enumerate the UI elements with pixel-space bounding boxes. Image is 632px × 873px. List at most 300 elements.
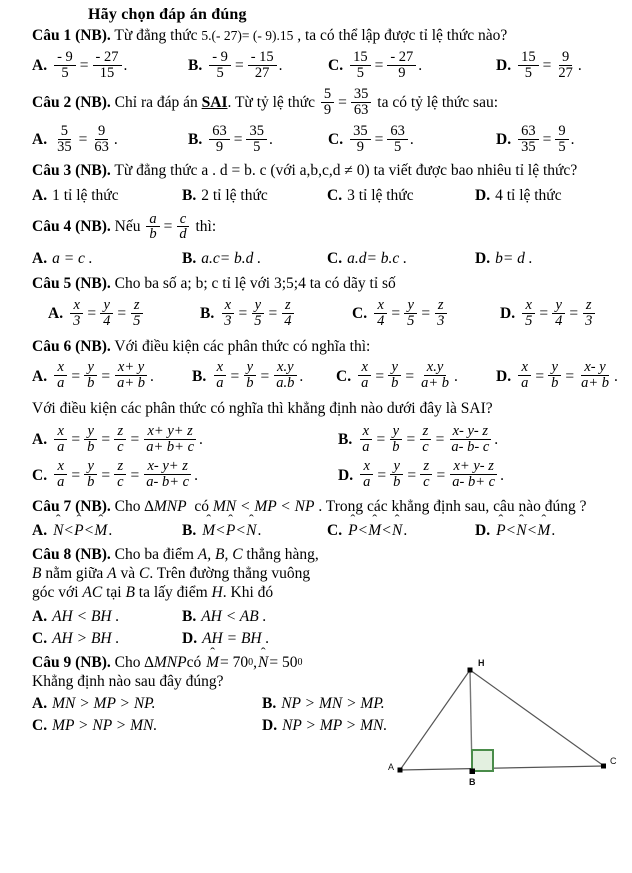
period: .: [614, 367, 618, 385]
question-8-line-1: [32, 546, 402, 565]
less-than: <: [84, 521, 94, 539]
equals-sign: =: [375, 367, 385, 385]
equals-sign: =: [238, 305, 248, 323]
question-6-label: Câu 6 (NB).: [32, 337, 111, 355]
equals-sign: =: [374, 57, 384, 75]
option-letter: B.: [192, 367, 207, 385]
angle-1: ˆ P: [347, 522, 358, 540]
question-8-options-row1: [32, 608, 632, 626]
option-text: AH = BH .: [202, 629, 270, 647]
question-1-options: [32, 48, 632, 82]
option-text: 1 tỉ lệ thức: [52, 186, 119, 204]
option-text: NP > MN > MP.: [281, 695, 385, 713]
equals-sign: =: [130, 431, 140, 449]
option-b[interactable]: [192, 361, 336, 392]
option-letter: A.: [32, 57, 48, 75]
equals-sign: =: [71, 431, 81, 449]
point-c-dot: [601, 764, 606, 769]
option-c[interactable]: [327, 522, 475, 540]
option-text: a.c= b.d .: [201, 250, 262, 268]
fraction-3: $\frac{z}{c}$: [114, 424, 126, 455]
q9-text-line2: Khẳng định nào sau đây đúng?: [32, 672, 224, 690]
option-a[interactable]: [48, 296, 200, 330]
angle-3: ˆ M: [93, 522, 108, 540]
option-letter: B.: [182, 607, 197, 625]
question-4-text-after: thì:: [195, 218, 217, 236]
q8-point-a: A: [107, 564, 117, 582]
option-letter: B.: [262, 695, 277, 713]
option-a[interactable]: [32, 422, 338, 456]
option-b[interactable]: [182, 608, 267, 626]
option-a[interactable]: [32, 187, 182, 205]
option-d[interactable]: [496, 361, 618, 392]
question-2-label: Câu 2 (NB).: [32, 94, 111, 112]
fraction-2: $\frac{y}{b}$: [390, 459, 403, 490]
fraction-2: $\frac{y}{4}$: [100, 298, 113, 329]
option-b[interactable]: [200, 296, 352, 330]
option-b[interactable]: [262, 695, 385, 713]
fraction-left: $\frac{35}{9}$: [350, 124, 371, 155]
less-than: <: [358, 521, 368, 539]
fraction-3: $\frac{x- y}{a+ b}$: [581, 359, 609, 392]
option-c[interactable]: [32, 460, 338, 491]
point-h-dot: [468, 668, 473, 673]
fraction-right: $\frac{35}{63}$: [351, 87, 372, 118]
equals-sign: =: [377, 466, 387, 484]
period: .: [454, 367, 458, 385]
option-c[interactable]: [327, 187, 475, 205]
option-letter: B.: [182, 250, 197, 268]
fraction-1: $\frac{x}{3}$: [221, 298, 234, 329]
triangle-notation: ∆MNP: [144, 498, 187, 516]
equals-sign: =: [101, 466, 111, 484]
fraction-2: $\frac{y}{5}$: [251, 298, 264, 329]
fraction-2: $\frac{y}{5}$: [404, 298, 417, 329]
q8-text: . Khi đó: [222, 583, 274, 601]
fraction-1: $\frac{x}{a}$: [213, 360, 226, 391]
question-2-text-1: Chỉ ra đáp án: [114, 94, 198, 112]
q8-point-c: C: [138, 564, 150, 582]
fraction-1: $\frac{x}{5}$: [522, 298, 535, 329]
option-letter: D.: [496, 367, 512, 385]
equals-sign: =: [391, 305, 401, 323]
equals-sign: =: [542, 131, 552, 149]
equals-sign: =: [130, 466, 140, 484]
option-b[interactable]: [182, 250, 327, 268]
option-a[interactable]: [32, 522, 182, 540]
fraction-2: $\frac{y}{b}$: [243, 360, 256, 391]
equals-sign: =: [542, 57, 552, 75]
option-text: AH < BH .: [52, 607, 120, 625]
fraction-2: $\frac{y}{b}$: [84, 360, 97, 391]
question-7-label: Câu 7 (NB).: [32, 498, 111, 516]
q8-text: tại: [106, 583, 122, 601]
less-than: <: [527, 521, 537, 539]
option-d[interactable]: [338, 460, 504, 491]
fraction-1: $\frac{x}{a}$: [360, 459, 373, 490]
question-5-text: Cho ba số a; b; c tỉ lệ với 3;5;4 ta có dãy tỉ số: [114, 275, 396, 293]
line-ha: [400, 670, 470, 770]
question-4-stem: [32, 210, 632, 244]
angle-2: ˆ N: [515, 522, 527, 540]
equals-sign: =: [539, 305, 549, 323]
question-7-options: [32, 522, 632, 540]
fraction-3: $\frac{z}{c}$: [419, 424, 431, 455]
degree-symbol: 0: [297, 657, 303, 669]
q8-point-b: B: [125, 583, 135, 601]
equals-sign: =: [406, 431, 416, 449]
question-6b-options-row2: [32, 460, 632, 491]
exam-page: [0, 6, 632, 873]
option-d[interactable]: [496, 48, 582, 82]
angle-1: ˆ N: [52, 522, 64, 540]
comma: ,: [253, 653, 258, 671]
fraction-1: $\frac{x}{a}$: [54, 424, 67, 455]
option-c[interactable]: [327, 250, 475, 268]
option-letter: C.: [327, 186, 343, 204]
option-text: AH < AB .: [201, 607, 267, 625]
option-letter: C.: [32, 466, 48, 484]
option-text: MP > NP > MN.: [52, 717, 158, 735]
equals-sign: =: [101, 431, 111, 449]
option-letter: B.: [182, 186, 197, 204]
point-b-dot: [470, 769, 476, 775]
fraction-3: $\frac{x.y}{a.b}$: [273, 360, 297, 391]
q8-text: . Trên đường thẳng vuông: [149, 564, 311, 582]
period: .: [278, 57, 283, 75]
option-d[interactable]: [475, 522, 555, 540]
question-6b-text: Với điều kiện các phân thức có nghĩa thì khẳng định nào dưới đây là SAI?: [32, 400, 493, 417]
option-text: 3 tỉ lệ thức: [347, 186, 414, 204]
option-letter: D.: [496, 57, 512, 75]
option-letter: C.: [328, 131, 344, 149]
question-6b-stem: [32, 400, 632, 419]
option-text: NP > MP > MN.: [282, 717, 388, 735]
fraction-3: $\frac{z}{c}$: [420, 459, 432, 490]
option-a[interactable]: [32, 48, 188, 82]
angle-n-value: = 50: [269, 653, 298, 671]
triangle-notation: ∆MNP: [144, 653, 187, 671]
equals-sign: =: [535, 367, 545, 385]
equals-sign: =: [79, 57, 89, 75]
question-1-text-before: Từ đẳng thức: [114, 27, 198, 44]
equals-sign: =: [78, 131, 88, 149]
option-text: 2 tỉ lệ thức: [201, 186, 268, 204]
period: .: [299, 367, 304, 385]
question-8-line-2: [32, 565, 402, 584]
fraction-left: $\frac{63}{9}$: [209, 124, 230, 155]
period: .: [409, 131, 414, 149]
fraction-3: $\frac{x.y}{a+ b}$: [421, 359, 449, 392]
q9-text-before: Cho: [114, 653, 141, 671]
option-letter: C.: [327, 521, 343, 539]
equals-sign: =: [71, 466, 81, 484]
option-letter: B.: [200, 305, 215, 323]
angle-1: ˆ P: [495, 522, 506, 540]
question-1-label: Câu 1 (NB).: [32, 27, 111, 44]
fraction-3: $\frac{z}{3}$: [582, 298, 595, 329]
equals-sign: =: [163, 218, 173, 236]
equals-sign: =: [230, 367, 240, 385]
question-2-emphasis: SAI: [201, 94, 228, 112]
question-8-stem: [32, 546, 410, 603]
fraction-2: $\frac{y}{b}$: [388, 360, 401, 391]
fraction-3: $\frac{z}{3}$: [434, 298, 447, 329]
fraction-left: $\frac{- 9}{5}$: [54, 50, 76, 81]
fraction-2: $\frac{y}{b}$: [389, 424, 402, 455]
equals-sign: =: [234, 57, 244, 75]
question-5-stem: [32, 275, 632, 294]
period: .: [150, 367, 154, 385]
question-6b-options-row1: [32, 422, 632, 456]
option-letter: D.: [262, 717, 278, 735]
period: .: [418, 57, 423, 75]
less-than: <: [216, 521, 225, 539]
angle-3: ˆ N: [391, 522, 403, 540]
option-d[interactable]: [475, 187, 562, 205]
question-2-text-3: ta có tỷ lệ thức sau:: [377, 94, 499, 112]
question-6-text: Với điều kiện các phân thức có nghĩa thì:: [114, 337, 371, 355]
period: .: [268, 131, 273, 149]
question-6-options: [32, 361, 632, 392]
option-letter: C.: [352, 305, 368, 323]
option-c[interactable]: [328, 48, 496, 82]
option-letter: D.: [475, 521, 491, 539]
option-letter: C.: [32, 717, 48, 735]
equals-sign: =: [268, 305, 278, 323]
equals-sign: =: [374, 131, 384, 149]
period: .: [403, 521, 408, 539]
q8-points: A, B, C: [197, 545, 243, 563]
option-letter: B.: [182, 521, 197, 539]
figure-label-c: C: [610, 756, 617, 766]
fraction-right: $\frac{9}{5}$: [555, 124, 568, 155]
option-text: 4 tỉ lệ thức: [495, 186, 562, 204]
period: .: [113, 131, 118, 149]
fraction-3: $\frac{z}{5}$: [130, 298, 143, 329]
option-letter: A.: [32, 131, 48, 149]
option-a[interactable]: [32, 125, 188, 156]
option-d[interactable]: [500, 296, 597, 330]
period: .: [257, 521, 262, 539]
fraction-4: $\frac{x- y+ z}{a- b+ c}$: [146, 458, 190, 491]
question-7-condition: MN < MP < NP: [212, 498, 315, 516]
period: .: [194, 466, 198, 484]
option-letter: D.: [338, 466, 354, 484]
period: .: [551, 521, 556, 539]
option-letter: A.: [48, 305, 64, 323]
option-c[interactable]: [336, 361, 496, 392]
option-b[interactable]: [182, 187, 327, 205]
question-3-options: [32, 187, 632, 205]
fraction-3: $\frac{x+ y}{a+ b}$: [114, 360, 148, 391]
option-letter: C.: [328, 57, 344, 75]
angle-3: ˆ N: [245, 522, 257, 540]
equals-sign: =: [436, 466, 446, 484]
less-than: <: [506, 521, 516, 539]
option-c[interactable]: [32, 717, 262, 735]
fraction-right: $\frac{- 27}{9}$: [387, 50, 416, 81]
equals-sign: =: [407, 466, 417, 484]
equals-sign: =: [233, 131, 243, 149]
period: .: [494, 431, 499, 449]
fraction-left: $\frac{15}{5}$: [350, 50, 371, 81]
question-1-text-after: , ta có thể lập được tỉ lệ thức nào?: [297, 27, 508, 44]
equals-sign: =: [569, 305, 579, 323]
q8-text: nằm giữa: [45, 564, 104, 582]
fraction-right: $\frac{- 27}{15}$: [93, 50, 122, 81]
question-8-label: Câu 8 (NB).: [32, 545, 111, 563]
option-letter: A.: [32, 367, 48, 385]
question-4-label: Câu 4 (NB).: [32, 218, 111, 236]
q8-text: góc với: [32, 583, 79, 601]
question-7-text-after: . Trong các khẳng định sau, câu nào đúng ?: [318, 498, 587, 516]
question-8-line-3: [32, 584, 402, 603]
question-1-equality: 5.(- 27)= (- 9).15: [201, 28, 294, 43]
option-text: AH > BH .: [52, 629, 120, 647]
equals-sign: =: [338, 94, 347, 112]
option-a[interactable]: [32, 695, 262, 713]
fraction-left: $\frac{63}{35}$: [518, 124, 539, 155]
fraction-right: $\frac{- 15}{27}$: [248, 50, 277, 81]
fraction-4: $\frac{x- y- z}{a- b- c}$: [451, 422, 490, 455]
fraction-1: $\frac{x}{a}$: [518, 360, 531, 391]
period: .: [570, 131, 575, 149]
option-letter: A.: [32, 607, 48, 625]
option-letter: A.: [32, 521, 48, 539]
option-letter: D.: [182, 629, 198, 647]
q8-point-h: H: [211, 583, 223, 601]
option-letter: D.: [500, 305, 516, 323]
period: .: [577, 57, 582, 75]
angle-1: ˆ M: [201, 522, 216, 540]
equals-sign: =: [101, 367, 111, 385]
q8-text: Cho ba điểm: [114, 545, 194, 563]
equals-sign: =: [71, 367, 81, 385]
question-8-options-row2: [32, 630, 632, 648]
question-2-text-2: . Từ tỷ lệ thức: [227, 94, 316, 112]
angle-2: ˆ M: [367, 522, 382, 540]
fraction-2: $\frac{y}{b}$: [548, 360, 561, 391]
question-3-text: Từ đẳng thức a . d = b. c (với a,b,c,d ≠ 0) ta viết được bao nhiêu tỉ lệ thức?: [114, 161, 578, 179]
option-letter: D.: [496, 131, 512, 149]
option-d[interactable]: [182, 630, 269, 648]
figure-label-h: H: [478, 658, 485, 668]
fraction-2: $\frac{y}{b}$: [84, 424, 97, 455]
option-text: b= d .: [495, 250, 533, 268]
line-ac: [400, 766, 604, 770]
question-4-options: [32, 250, 632, 268]
option-letter: B.: [188, 57, 203, 75]
option-c[interactable]: [32, 630, 182, 648]
option-letter: C.: [32, 629, 48, 647]
equals-sign: =: [435, 431, 445, 449]
period: .: [108, 521, 113, 539]
fraction-3: $\frac{z}{4}$: [281, 298, 294, 329]
equals-sign: =: [421, 305, 431, 323]
fraction-1: $\frac{x}{a}$: [54, 459, 67, 490]
equals-sign: =: [260, 367, 270, 385]
equals-sign: =: [405, 367, 415, 385]
right-angle-marker: [472, 750, 493, 771]
option-d[interactable]: [262, 717, 387, 735]
geometry-figure: [388, 654, 630, 794]
fraction-right: $\frac{9}{27}$: [558, 48, 573, 81]
option-letter: A.: [32, 695, 48, 713]
figure-label-a: A: [388, 762, 395, 772]
q8-text: thẳng hàng,: [246, 545, 319, 563]
question-3-label: Câu 3 (NB).: [32, 161, 111, 179]
q9-text-co: có: [186, 653, 202, 671]
angle-n: ˆ N: [257, 654, 269, 673]
option-d[interactable]: [496, 125, 574, 156]
question-7-text-before: Cho: [114, 498, 141, 516]
fraction-right: $\frac{35}{5}$: [246, 124, 267, 155]
option-letter: D.: [475, 250, 491, 268]
question-2-options: [32, 125, 632, 156]
fraction-left: $\frac{- 9}{5}$: [209, 50, 231, 81]
fraction-right: $\frac{63}{5}$: [387, 124, 408, 155]
option-b[interactable]: [188, 125, 328, 156]
q8-point-b: B: [32, 564, 42, 582]
question-7-text-co: có: [194, 498, 209, 516]
option-a[interactable]: [32, 361, 192, 392]
option-c[interactable]: [328, 125, 496, 156]
option-letter: C.: [327, 250, 343, 268]
period: .: [199, 431, 203, 449]
option-d[interactable]: [475, 250, 533, 268]
option-text: MN > MP > NP.: [52, 695, 156, 713]
less-than: <: [382, 521, 391, 539]
equals-sign: =: [565, 367, 575, 385]
option-letter: A.: [32, 250, 48, 268]
fraction-1: $\frac{x}{a}$: [359, 424, 372, 455]
degree-symbol: 0: [248, 657, 254, 669]
option-b[interactable]: [182, 522, 327, 540]
angle-3: ˆ M: [536, 522, 551, 540]
option-letter: D.: [475, 186, 491, 204]
fraction-1: $\frac{x}{a}$: [358, 360, 371, 391]
question-5-options: [48, 296, 632, 330]
fraction-left: $\frac{5}{9}$: [321, 87, 334, 118]
fraction-right: $\frac{c}{d}$: [176, 212, 189, 243]
less-than: <: [64, 521, 74, 539]
fraction-left: $\frac{15}{5}$: [518, 50, 539, 81]
q8-segment-ac: AC: [82, 583, 103, 601]
q8-text: và: [120, 564, 136, 582]
fraction-1: $\frac{x}{a}$: [54, 360, 67, 391]
period: .: [500, 466, 504, 484]
angle-m: ˆ M: [205, 654, 220, 673]
question-5-label: Câu 5 (NB).: [32, 275, 111, 293]
question-2-stem: [32, 88, 632, 119]
option-b[interactable]: [188, 48, 328, 82]
option-a[interactable]: [32, 608, 182, 626]
fraction-2: $\frac{y}{b}$: [84, 459, 97, 490]
fraction-right: $\frac{9}{63}$: [94, 123, 109, 155]
equals-sign: =: [376, 431, 386, 449]
option-c[interactable]: [352, 296, 500, 330]
less-than: <: [236, 521, 246, 539]
question-9-label: Câu 9 (NB).: [32, 653, 111, 671]
point-a-dot: [398, 768, 403, 773]
option-a[interactable]: [32, 250, 182, 268]
option-b[interactable]: [338, 422, 499, 456]
option-letter: B.: [338, 431, 353, 449]
option-text: a.d= b.c .: [347, 250, 408, 268]
fraction-4: $\frac{x+ y- z}{a- b+ c}$: [452, 458, 496, 491]
option-letter: A.: [32, 186, 48, 204]
